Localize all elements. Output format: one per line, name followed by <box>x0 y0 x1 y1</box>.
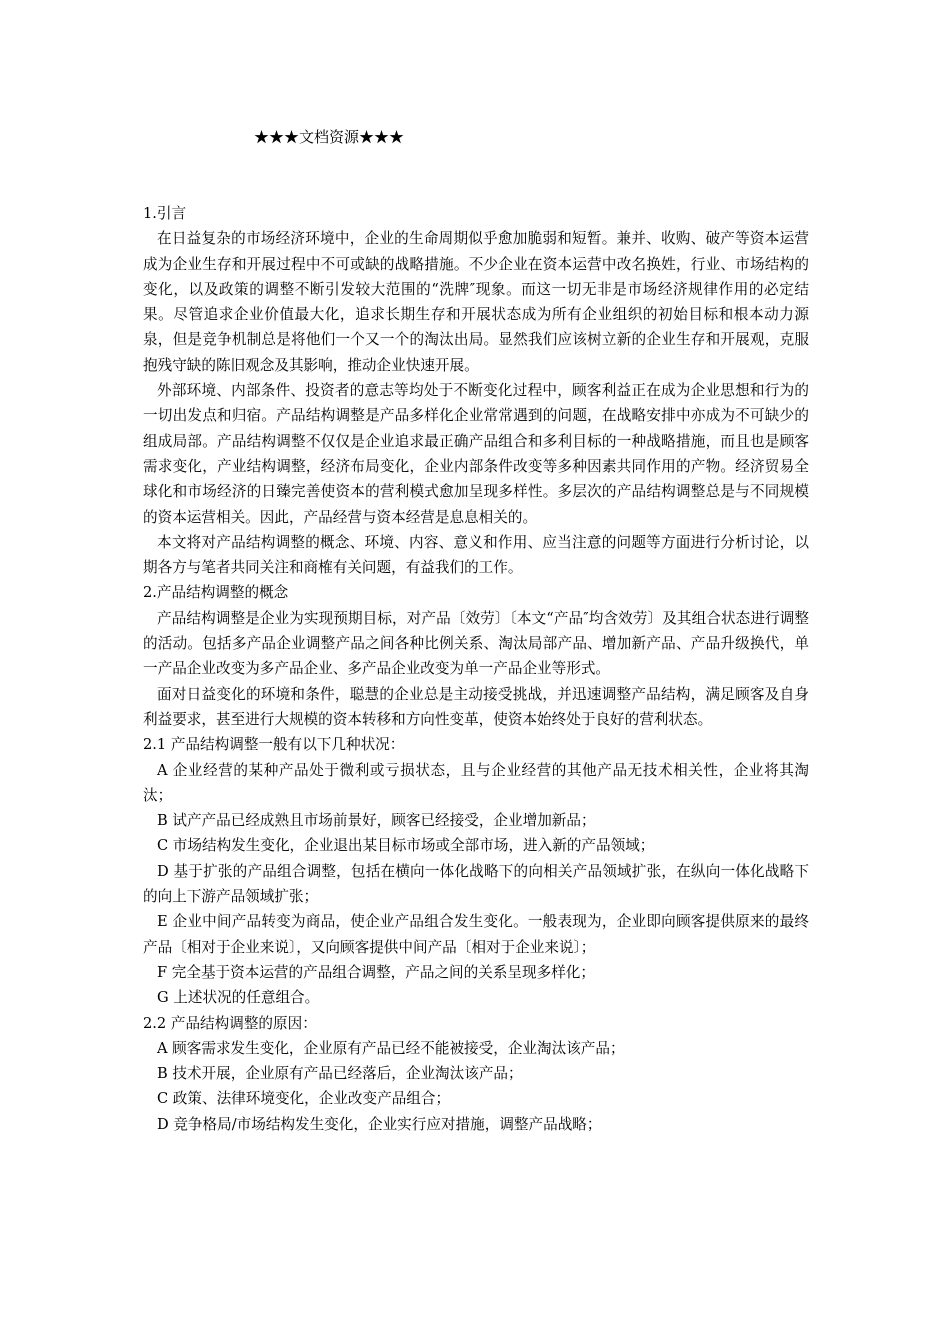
section-2-1-heading: 2.1 产品结构调整一般有以下几种状况： <box>143 736 405 754</box>
list-item-2-1-f: F 完全基于资本运营的产品组合调整，产品之间的关系呈现多样化； <box>157 963 595 981</box>
section-2-paragraph-2: 面对日益变化的环境和条件，聪慧的企业总是主动接受挑战，并迅速调整产品结构，满足顾客及自身利益要求，甚至进行大规模的资本转移和方向性变革，使资本始终处于良好的营利状态。 <box>143 685 809 728</box>
list-item-2-1-a: A 企业经营的某种产品处于微利或亏损状态，且与企业经营的其他产品无技术相关性，企业将其淘汰； <box>143 761 809 804</box>
list-item-2-2-a: A 顾客需求发生变化，企业原有产品已经不能被接受，企业淘汰该产品； <box>157 1039 625 1057</box>
list-item-2-1-e: E 企业中间产品转变为商品，使企业产品组合发生变化。一般表现为，企业即向顾客提供原来的最终产品〔相对于企业来说〕，又向顾客提供中间产品〔相对于企业来说〕； <box>143 913 809 956</box>
section-1-paragraph-2: 外部环境、内部条件、投资者的意志等均处于不断变化过程中，顾客利益正在成为企业思想和行为的一切出发点和归宿。产品结构调整是产品多样化企业常常遇到的问题，在战略安排中亦成为不可缺少的组成局部。产品结构调整不仅仅是企业追求最正确产品组合和多利目标的一种战略措施，而且也是顾客需求变化，产业结构调整，经济布局变化，企业内部条件改变等多种因素共同作用的产物。经济贸易全球化和市场经济的日臻完善使资本的营利模式愈加呈现多样性。多层次的产品结构调整总是与不同规模的资本运营相关。因此，产品经营与资本经营是息息相关的。 <box>143 382 809 526</box>
document-body <box>143 201 809 1137</box>
list-item-2-1-d: D 基于扩张的产品组合调整，包括在横向一体化战略下的向相关产品领域扩张，在纵向一体化战略下的向上下游产品领域扩张； <box>143 862 809 906</box>
section-1-paragraph-3: 本文将对产品结构调整的概念、环境、内容、意义和作用、应当注意的问题等方面进行分析讨论，以期各方与笔者共同关注和商榷有关问题，有益我们的工作。 <box>143 533 809 577</box>
list-item-2-2-d: D 竞争格局/市场结构发生变化，企业实行应对措施，调整产品战略； <box>157 1115 602 1133</box>
section-1-heading: 1.引言 <box>143 205 187 222</box>
list-item-2-1-c: C 市场结构发生变化，企业退出某目标市场或全部市场，进入新的产品领域； <box>157 837 655 855</box>
list-item-2-2-b: B 技术开展，企业原有产品已经落后，企业淘汰该产品； <box>157 1065 523 1083</box>
list-item-2-1-g: G 上述状况的任意组合。 <box>157 989 320 1007</box>
section-2-heading: 2.产品结构调整的概念 <box>143 584 289 602</box>
list-item-2-2-c: C 政策、法律环境变化，企业改变产品组合； <box>157 1090 451 1108</box>
section-1-paragraph-1: 在日益复杂的市场经济环境中，企业的生命周期似乎愈加脆弱和短暂。兼并、收购、破产等资本运营成为企业生存和开展过程中不可或缺的战略措施。不少企业在资本运营中改名换姓，行业、市场结构的变化，以及政策的调整不断引发较大范围的“洗牌″现象。而这一切无非是市场经济规律作用的必定结果。尽管追求企业价值最大化，追求长期生存和开展状态成为所有企业组织的初始目标和根本动力源泉，但是竞争机制总是将他们一个又一个的淘汰出局。显然我们应该树立新的企业生存和开展观，克服抱残守缺的陈旧观念及其影响，推动企业快速开展。 <box>143 230 809 374</box>
list-item-2-1-b: B 试产产品已经成熟且市场前景好，顾客已经接受，企业增加新品； <box>157 812 596 830</box>
document-banner: ★★★文档资源★★★ <box>254 128 405 146</box>
section-2-2-heading: 2.2 产品结构调整的原因： <box>143 1014 317 1032</box>
section-2-paragraph-1: 产品结构调整是企业为实现预期目标，对产品〔效劳〕〔本文“产品″均含效劳〕及其组合状态进行调整的活动。包括多产品企业调整产品之间各种比例关系、淘汰局部产品、增加新产品、产品升级换代，单一产品企业改变为多产品企业、多产品企业改变为单一产品企业等形式。 <box>143 609 809 678</box>
